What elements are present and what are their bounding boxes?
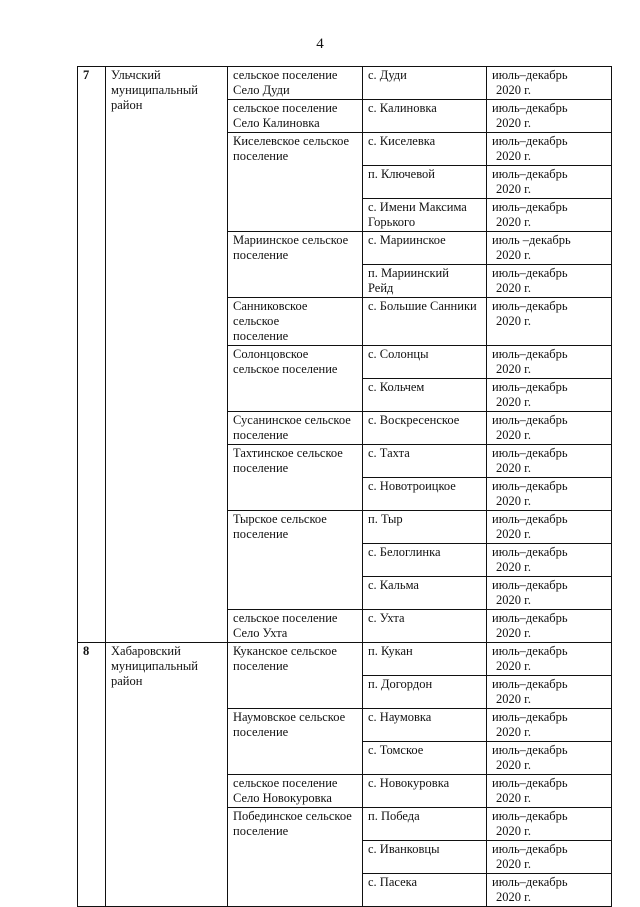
period-cell: [487, 544, 612, 577]
period-cell: [487, 577, 612, 610]
period-year: 2020 г.: [496, 824, 531, 838]
period-months: июль–декабрь: [492, 380, 568, 394]
district-number: 7: [78, 67, 106, 643]
period-cell: [487, 133, 612, 166]
period-cell: [487, 265, 612, 298]
period-months: июль–декабрь: [492, 776, 568, 790]
period-cell: [487, 610, 612, 643]
period-cell: [487, 412, 612, 445]
period-months: июль–декабрь: [492, 809, 568, 823]
settlement-name: Куканское сельское поселение: [228, 643, 363, 709]
settlement-name: сельское поселение Село Ухта: [228, 610, 363, 643]
period-months: июль–декабрь: [492, 200, 568, 214]
period-months: июль–декабрь: [492, 842, 568, 856]
locality-name: с. Тахта: [363, 445, 487, 478]
locality-name: с. Солонцы: [363, 346, 487, 379]
period-months: июль–декабрь: [492, 479, 568, 493]
settlement-name: Наумовское сельское поселение: [228, 709, 363, 775]
settlement-name: Мариинское сельское поселение: [228, 232, 363, 298]
locality-name: п. Тыр: [363, 511, 487, 544]
page-number: 4: [316, 36, 324, 52]
period-cell: [487, 808, 612, 841]
table-row: [78, 643, 612, 676]
period-cell: [487, 100, 612, 133]
locality-name: с. Мариинское: [363, 232, 487, 265]
period-cell: [487, 775, 612, 808]
locality-name: с. Калиновка: [363, 100, 487, 133]
period-cell: [487, 742, 612, 775]
period-months: июль–декабрь: [492, 167, 568, 181]
period-months: июль–декабрь: [492, 710, 568, 724]
period-months: июль–декабрь: [492, 644, 568, 658]
period-year: 2020 г.: [496, 626, 531, 640]
period-cell: [487, 709, 612, 742]
settlement-name: Сусанинское сельское поселение: [228, 412, 363, 445]
settlement-name: Солонцовское сельское поселение: [228, 346, 363, 412]
locality-name: с. Кольчем: [363, 379, 487, 412]
period-months: июль–декабрь: [492, 578, 568, 592]
period-cell: [487, 874, 612, 907]
period-year: 2020 г.: [496, 494, 531, 508]
period-months: июль–декабрь: [492, 347, 568, 361]
district-number: 8: [78, 643, 106, 907]
settlement-name: Побединское сельское поселение: [228, 808, 363, 907]
locality-name: с. Наумовка: [363, 709, 487, 742]
table-row: [78, 67, 612, 100]
locality-name: с. Кальма: [363, 577, 487, 610]
period-year: 2020 г.: [496, 314, 531, 328]
period-months: июль–декабрь: [492, 134, 568, 148]
period-months: июль–декабрь: [492, 875, 568, 889]
period-cell: [487, 166, 612, 199]
locality-name: п. Кукан: [363, 643, 487, 676]
settlement-name: Тырское сельское поселение: [228, 511, 363, 610]
locality-name: п. Догордон: [363, 676, 487, 709]
period-year: 2020 г.: [496, 659, 531, 673]
period-cell: [487, 232, 612, 265]
period-year: 2020 г.: [496, 890, 531, 904]
period-year: 2020 г.: [496, 248, 531, 262]
period-months: июль–декабрь: [492, 68, 568, 82]
district-name: Ульчский муниципальный район: [106, 67, 228, 643]
period-year: 2020 г.: [496, 593, 531, 607]
locality-name: с. Воскресенское: [363, 412, 487, 445]
period-year: 2020 г.: [496, 527, 531, 541]
period-months: июль–декабрь: [492, 677, 568, 691]
period-cell: [487, 511, 612, 544]
period-months: июль–декабрь: [492, 266, 568, 280]
locality-name: с. Иванковцы: [363, 841, 487, 874]
locality-name: с. Имени Максима Горького: [363, 199, 487, 232]
period-months: июль–декабрь: [492, 299, 568, 313]
period-year: 2020 г.: [496, 395, 531, 409]
period-months: июль–декабрь: [492, 413, 568, 427]
period-year: 2020 г.: [496, 281, 531, 295]
locality-name: с. Томское: [363, 742, 487, 775]
period-cell: [487, 199, 612, 232]
period-cell: [487, 676, 612, 709]
period-year: 2020 г.: [496, 857, 531, 871]
schedule-table: [77, 66, 612, 907]
locality-name: п. Мариинский Рейд: [363, 265, 487, 298]
period-months: июль–декабрь: [492, 743, 568, 757]
locality-name: с. Пасека: [363, 874, 487, 907]
settlement-name: сельское поселение Село Дуди: [228, 67, 363, 100]
period-cell: [487, 346, 612, 379]
locality-name: с. Большие Санники: [363, 298, 487, 346]
locality-name: с. Новокуровка: [363, 775, 487, 808]
period-year: 2020 г.: [496, 461, 531, 475]
period-months: июль–декабрь: [492, 446, 568, 460]
period-year: 2020 г.: [496, 149, 531, 163]
period-cell: [487, 298, 612, 346]
locality-name: с. Белоглинка: [363, 544, 487, 577]
period-year: 2020 г.: [496, 560, 531, 574]
period-cell: [487, 643, 612, 676]
locality-name: с. Новотроицкое: [363, 478, 487, 511]
period-year: 2020 г.: [496, 116, 531, 130]
locality-name: с. Дуди: [363, 67, 487, 100]
period-months: июль–декабрь: [492, 611, 568, 625]
period-cell: [487, 445, 612, 478]
period-months: июль–декабрь: [492, 101, 568, 115]
locality-name: п. Победа: [363, 808, 487, 841]
schedule-table-body: [78, 67, 612, 907]
settlement-name: сельское поселение Село Калиновка: [228, 100, 363, 133]
period-months: июль–декабрь: [492, 512, 568, 526]
period-cell: [487, 67, 612, 100]
period-year: 2020 г.: [496, 182, 531, 196]
settlement-name: Киселевское сельское поселение: [228, 133, 363, 232]
period-year: 2020 г.: [496, 428, 531, 442]
period-year: 2020 г.: [496, 758, 531, 772]
period-year: 2020 г.: [496, 215, 531, 229]
period-cell: [487, 841, 612, 874]
locality-name: с. Киселевка: [363, 133, 487, 166]
period-year: 2020 г.: [496, 725, 531, 739]
settlement-name: Тахтинское сельское поселение: [228, 445, 363, 511]
settlement-name: сельское поселение Село Новокуровка: [228, 775, 363, 808]
period-year: 2020 г.: [496, 692, 531, 706]
period-months: июль –декабрь: [492, 233, 571, 247]
district-name: Хабаровский муниципальный район: [106, 643, 228, 907]
period-year: 2020 г.: [496, 791, 531, 805]
period-year: 2020 г.: [496, 83, 531, 97]
locality-name: п. Ключевой: [363, 166, 487, 199]
period-months: июль–декабрь: [492, 545, 568, 559]
period-year: 2020 г.: [496, 362, 531, 376]
period-cell: [487, 478, 612, 511]
settlement-name: Санниковское сельское поселение: [228, 298, 363, 346]
period-cell: [487, 379, 612, 412]
locality-name: с. Ухта: [363, 610, 487, 643]
